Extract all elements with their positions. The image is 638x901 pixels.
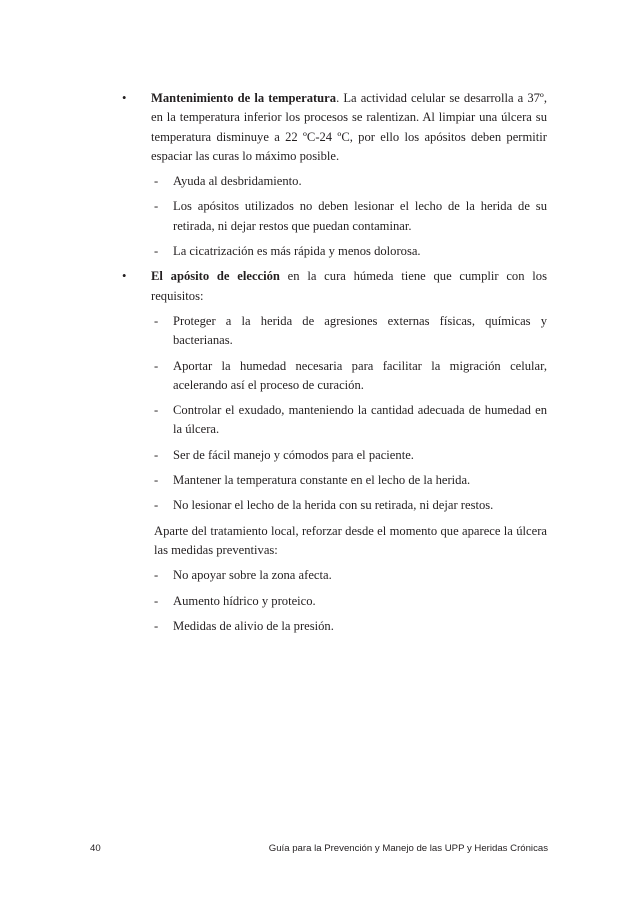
list-item (117, 471, 547, 490)
list-item (117, 242, 547, 261)
dash-mark: - (154, 313, 159, 328)
footer-title: Guía para la Prevención y Manejo de las UPP y Heridas Crónicas (268, 843, 548, 854)
list-item (117, 446, 547, 465)
list-item-text: Ser de fácil manejo y cómodos para el paciente. (173, 447, 414, 462)
list-item-text: La cicatrización es más rápida y menos dolorosa. (173, 244, 421, 259)
preventive-measures-paragraph: Aparte del tratamiento local, reforzar desde el momento que aparece la úlcera las medidas preventivas: (154, 523, 547, 557)
list-item-text: Los apósitos utilizados no deben lesionar el lecho de la herida de su retirada, ni dejar restos que puedan contaminar. (173, 199, 547, 233)
dash-mark: - (154, 174, 159, 189)
dash-mark: - (154, 593, 159, 608)
list-item (117, 172, 547, 191)
list-item-text: No lesionar el lecho de la herida con su retirada, ni dejar restos. (173, 498, 494, 513)
dash-mark: - (154, 403, 159, 418)
list-item-text: Medidas de alivio de la presión. (173, 618, 334, 633)
bullet-mark: • (122, 91, 127, 105)
section-title-dressing: El apósito de elección (151, 269, 280, 284)
dash-mark: - (154, 244, 159, 259)
bullet-mark: • (122, 269, 127, 284)
section-text-dressing: en la cura húmeda tiene que cumplir con los requisitos: (151, 269, 547, 303)
dash-mark: - (154, 498, 159, 513)
list-item-text: Mantener la temperatura constante en el lecho de la herida. (173, 473, 471, 488)
section-title-temperature: Mantenimiento de la temperatura (151, 91, 337, 105)
temperature-list (117, 172, 547, 261)
dash-mark: - (154, 358, 159, 373)
list-item-text: Ayuda al desbridamiento. (173, 174, 302, 189)
list-item-text: Proteger a la herida de agresiones externas físicas, químicas y bacterianas. (173, 313, 547, 348)
dash-mark: - (154, 568, 159, 583)
list-item-text: No apoyar sobre la zona afecta. (173, 568, 332, 583)
page-number: 40 (90, 843, 101, 854)
section-text-temperature: . La actividad celular se desarrolla a 37º, en la temperatura inferior los procesos se ralentizan. Al limpiar una úlcera su temperatura disminuye a 22 ºC-24 ºC, por ello los apósitos deben permitir espaciar las curas lo máximo posible. (151, 91, 547, 163)
list-item (117, 312, 547, 351)
list-item-text: Aportar la humedad necesaria para facilitar la migración celular, acelerando así el proceso de curación. (173, 358, 547, 392)
dash-mark: - (154, 447, 159, 462)
preventive-measures-list (117, 566, 547, 636)
list-item (117, 357, 547, 396)
list-item (117, 496, 547, 515)
dash-mark: - (154, 618, 159, 633)
requirements-list (117, 312, 547, 516)
list-item (117, 592, 547, 611)
dash-mark: - (154, 199, 159, 214)
dash-mark: - (154, 473, 159, 488)
list-item (117, 617, 547, 636)
list-item (117, 401, 547, 440)
list-item (117, 197, 547, 236)
bullet-dressing (117, 267, 547, 306)
bullet-temperature (117, 89, 547, 166)
list-item-text: Aumento hídrico y proteico. (173, 593, 316, 608)
list-item (117, 566, 547, 585)
page-body (117, 89, 547, 642)
list-item-text: Controlar el exudado, manteniendo la cantidad adecuada de humedad en la úlcera. (173, 403, 547, 437)
